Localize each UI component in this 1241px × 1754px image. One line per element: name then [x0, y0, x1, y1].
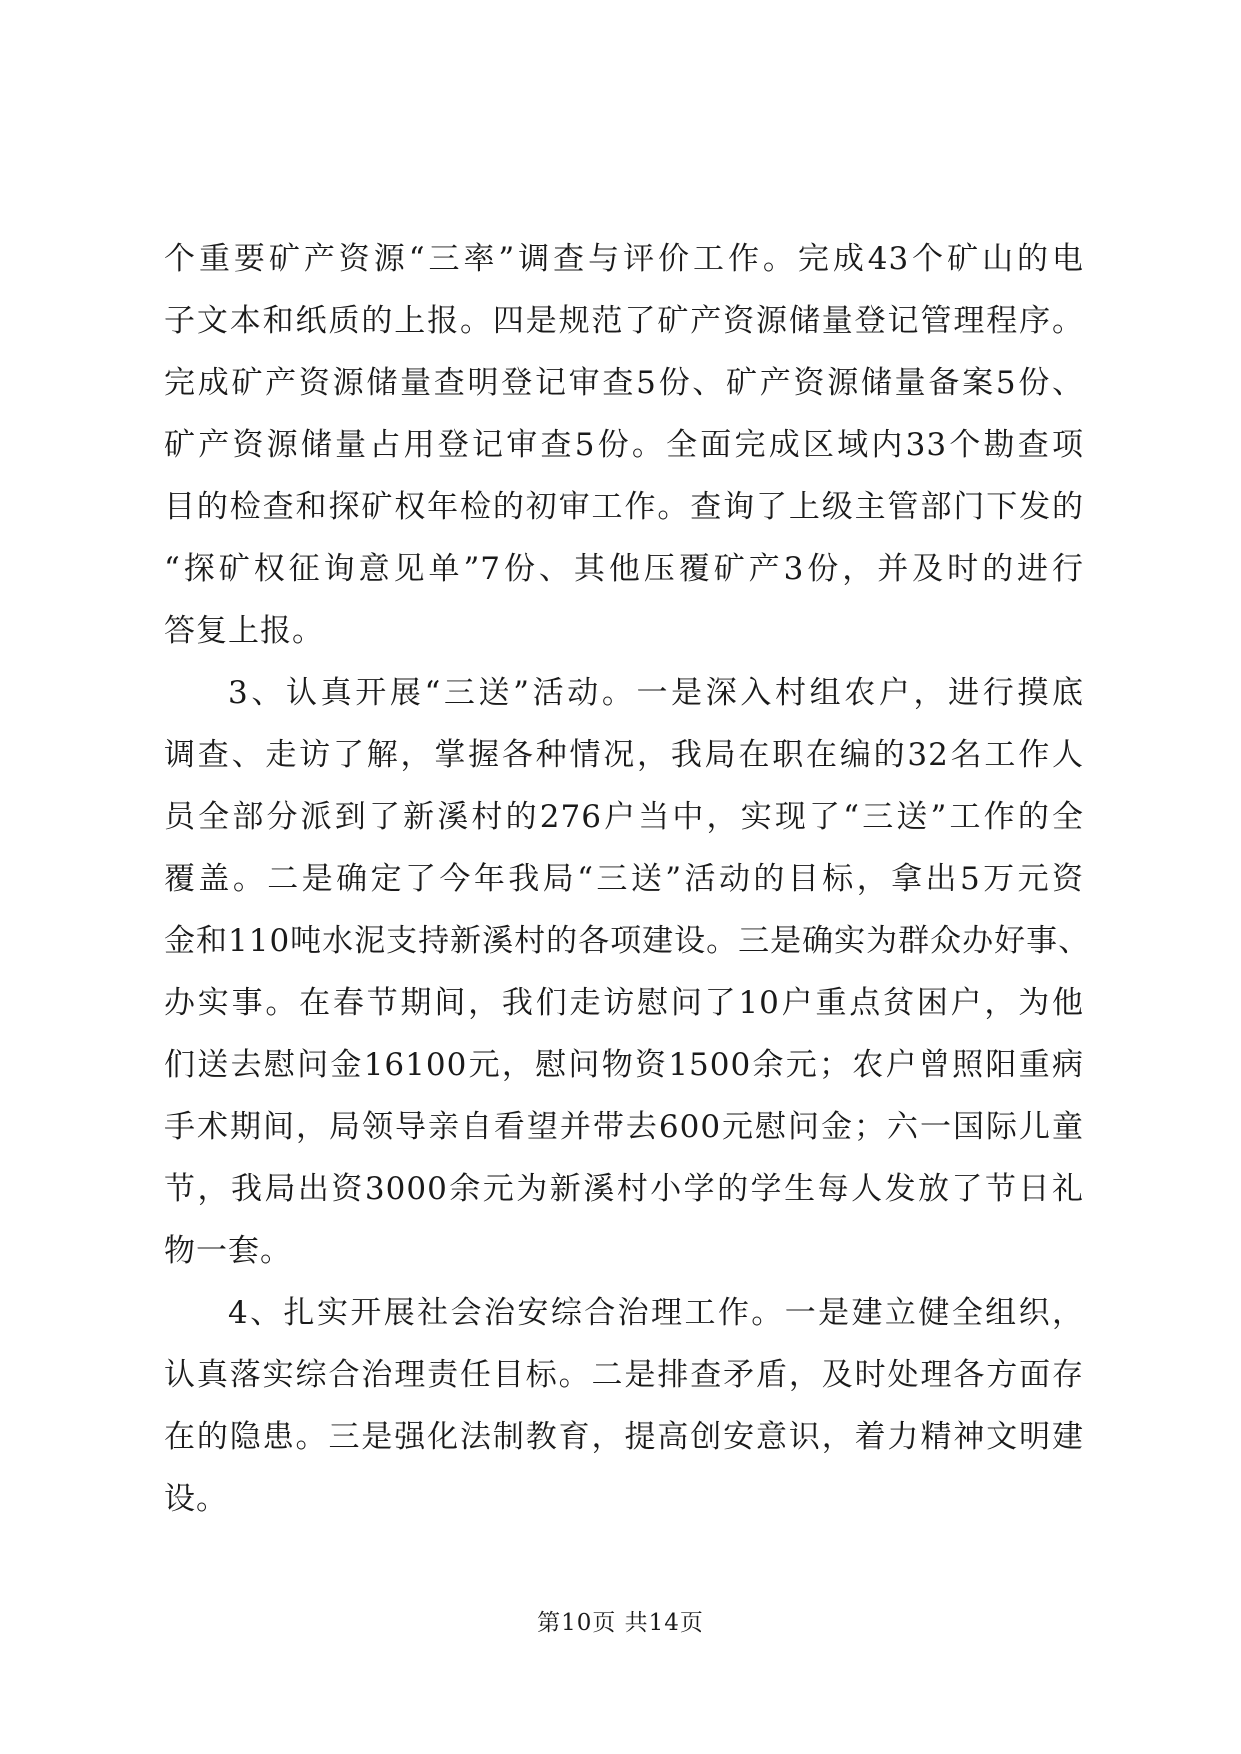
- text-line: 在的隐患。三是强化法制教育，提高创安意识，着力精神文明建: [164, 1419, 1084, 1455]
- text-line: 4、扎实开展社会治安综合治理工作。一是建立健全组织，: [228, 1295, 1084, 1331]
- text-line: 物一套。: [164, 1233, 292, 1269]
- text-line: 矿产资源储量占用登记审查5份。全面完成区域内33个勘查项: [164, 427, 1084, 463]
- text-line: 完成矿产资源储量查明登记审查5份、矿产资源储量备案5份、: [164, 365, 1084, 401]
- text-line: 答复上报。: [164, 613, 324, 649]
- paragraph-public-security: [164, 1282, 1084, 1530]
- text-line: 3、认真开展“三送”活动。一是深入村组农户，进行摸底: [228, 675, 1084, 711]
- paragraph-continued: [164, 228, 1084, 662]
- text-line: 员全部分派到了新溪村的276户当中，实现了“三送”工作的全: [164, 799, 1084, 835]
- text-line: 办实事。在春节期间，我们走访慰问了10户重点贫困户，为他: [164, 985, 1084, 1021]
- text-line: 覆盖。二是确定了今年我局“三送”活动的目标，拿出5万元资: [164, 861, 1084, 897]
- text-line: 金和110吨水泥支持新溪村的各项建设。三是确实为群众办好事、: [164, 923, 1091, 959]
- text-line: 目的检查和探矿权年检的初审工作。查询了上级主管部门下发的: [164, 489, 1084, 525]
- text-line: 设。: [164, 1481, 228, 1517]
- paragraph-three-send-activities: [164, 662, 1091, 1282]
- text-line: 手术期间，局领导亲自看望并带去600元慰问金；六一国际儿童: [164, 1109, 1084, 1145]
- text-line: 个重要矿产资源“三率”调查与评价工作。完成43个矿山的电: [164, 241, 1084, 277]
- page-number-footer: 第10页 共14页: [537, 1610, 704, 1636]
- text-line: “探矿权征询意见单”7份、其他压覆矿产3份，并及时的进行: [164, 551, 1084, 587]
- text-line: 们送去慰问金16100元，慰问物资1500余元；农户曾照阳重病: [164, 1047, 1084, 1083]
- text-line: 节，我局出资3000余元为新溪村小学的学生每人发放了节日礼: [164, 1171, 1084, 1207]
- text-line: 调查、走访了解，掌握各种情况，我局在职在编的32名工作人: [164, 737, 1084, 773]
- text-line: 认真落实综合治理责任目标。二是排查矛盾，及时处理各方面存: [164, 1357, 1084, 1393]
- text-line: 子文本和纸质的上报。四是规范了矿产资源储量登记管理程序。: [164, 303, 1084, 339]
- document-body: [164, 228, 1091, 1530]
